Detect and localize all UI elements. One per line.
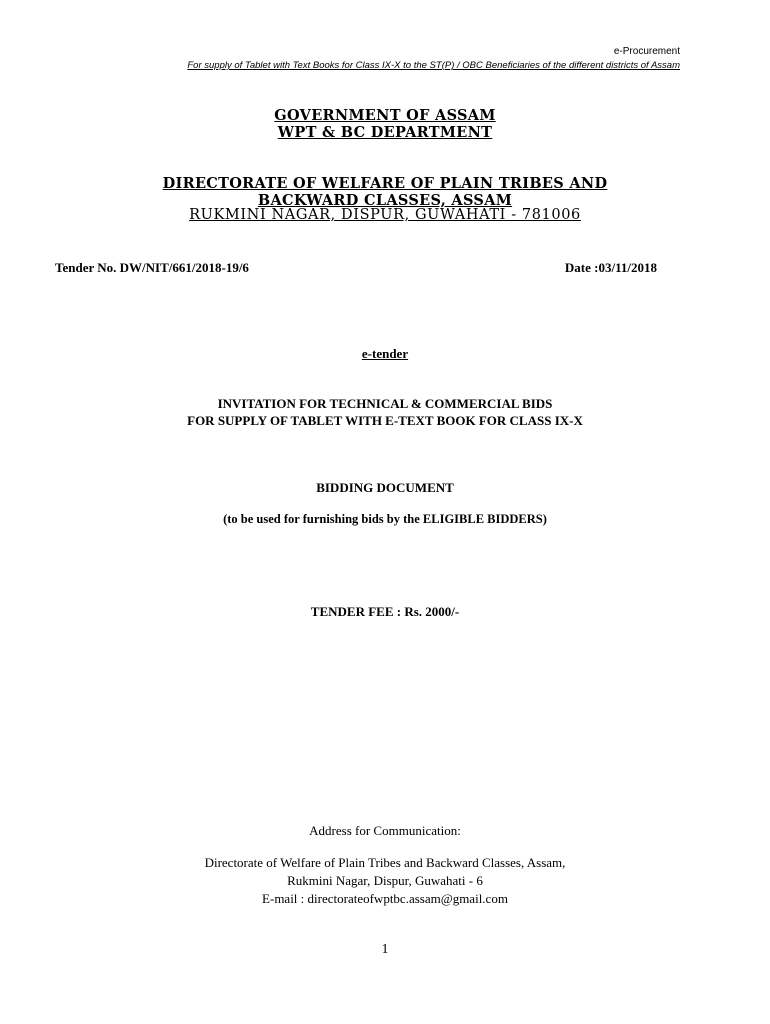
page-number: 1 — [381, 942, 389, 957]
header-subtitle: For supply of Tablet with Text Books for Class IX-X to the ST(P) / OBC Beneficiaries of the different districts of Assam — [187, 60, 680, 71]
header-label: e-Procurement — [613, 46, 680, 57]
address-line2: Rukmini Nagar, Dispur, Guwahati - 6 — [287, 873, 483, 888]
etender-heading: e-tender — [361, 346, 409, 361]
invitation-line2: FOR SUPPLY OF TABLET WITH E-TEXT BOOK FOR CLASS IX-X — [187, 413, 583, 428]
tender-date: Date :03/11/2018 — [564, 260, 657, 275]
address-line1: Directorate of Welfare of Plain Tribes and Backward Classes, Assam, — [204, 855, 566, 870]
government-title: GOVERNMENT OF ASSAM — [274, 107, 496, 124]
directorate-address: RUKMINI NAGAR, DISPUR, GUWAHATI - 781006 — [189, 207, 581, 223]
address-title: Address for Communication: — [309, 823, 461, 838]
invitation-line1: INVITATION FOR TECHNICAL & COMMERCIAL BIDS — [217, 396, 553, 411]
tender-fee: TENDER FEE : Rs. 2000/- — [310, 604, 460, 619]
directorate-title-line2: BACKWARD CLASSES, ASSAM — [257, 192, 513, 209]
department-title: WPT & BC DEPARTMENT — [277, 124, 493, 141]
tender-number: Tender No. DW/NIT/661/2018-19/6 — [55, 260, 249, 275]
bidding-document-note: (to be used for furnishing bids by the ELIGIBLE BIDDERS) — [223, 512, 547, 526]
address-email: E-mail : directorateofwptbc.assam@gmail.com — [262, 891, 508, 906]
directorate-title-line1: DIRECTORATE OF WELFARE OF PLAIN TRIBES AND — [162, 175, 608, 192]
bidding-document-title: BIDDING DOCUMENT — [316, 480, 454, 495]
